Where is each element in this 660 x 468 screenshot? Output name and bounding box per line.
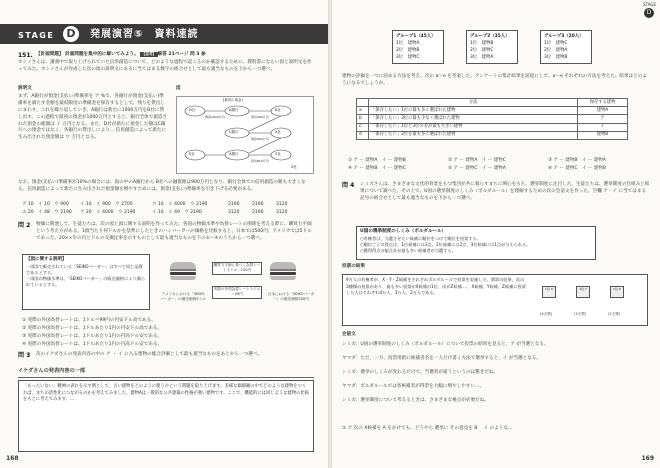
group-3-row-1: 1位 建物C <box>544 41 568 47</box>
talk-line: シミズ：選挙のしくみが変わるだけで、当選者が違うというのは驚きだね。 <box>342 370 499 375</box>
q151-heading-text: 【計画問題】 計画問題を集中的に解いてみよう。 <box>36 52 141 57</box>
right-option-1[interactable]: ① ア ー 建物A イ ー 建物B <box>348 158 406 163</box>
talk-line: ヤマダ：ただ、一方、投票用紙に候補者名を一人だけ書く方法で選挙すると、イ が当選となる。 <box>342 356 541 361</box>
right-option-5[interactable]: ⑤ ア ー 建物C イ ー 建物A <box>448 166 506 171</box>
diagram-money-label: 貸出900万円 <box>251 115 269 119</box>
q2-answer-4[interactable]: ④ 実際の外国為替レートは、1ドルあたり1円の円高ドル安である。 <box>22 342 163 347</box>
burger-ppp-rate: 購買力平価に基づく為替レート 1ドル＝100円 <box>212 262 262 275</box>
result-title: 投票の結果 <box>342 264 365 269</box>
right-option-3[interactable]: ③ ア ー 建物B イ ー 建物A <box>548 158 606 163</box>
methods-header-cell <box>357 99 369 107</box>
table-row <box>357 123 628 131</box>
q151-option-3[interactable]: ウ 10 イ 4000 ウ 2190 <box>152 202 208 207</box>
group-2-row-3: 3位 建物A <box>470 55 494 61</box>
group-3-row-3: 3位 建物B <box>544 55 568 61</box>
diagram-money-label: 貸出810万円 <box>251 159 269 163</box>
q151-option-val-6: 3120 <box>276 210 288 215</box>
methods-header-cell: 保存する建物 <box>578 99 628 107</box>
right-intro: 建物の評価を一つに決める方法を考え、次の a〜e を考案した。アンケートの集計結果を前提にして、a〜e それぞれの方法を考えた。結果はどのようになるでしょうか。 <box>342 74 647 86</box>
borda-box-title: U国の選挙制度のしくみ（ボルダルール） <box>360 229 447 234</box>
chapter-tab-circle: D <box>644 8 654 18</box>
methods-cell: ア <box>578 115 628 123</box>
q2-explanation-box <box>22 254 150 310</box>
methods-table <box>356 98 628 140</box>
diagram-node-label: D社 <box>189 108 196 112</box>
ballot-box-rank: 1位 Y <box>579 287 587 291</box>
methods-cell: 「保存したい」3位に最も少なく選ばれた建物 <box>369 115 578 123</box>
group-1-row-3: 3位 建物C <box>396 55 420 61</box>
ballot-box-rank: 1位 X <box>545 287 553 291</box>
q151-option-5[interactable]: ア 20 イ 4000 ウ 2190 <box>80 210 136 215</box>
setsumei-label: 説明文 <box>18 86 32 91</box>
group-3-row-2: 2位 建物A <box>544 48 568 54</box>
q151-option-val-5: 2190 <box>252 210 264 215</box>
group-2-row-1: 1位 建物B <box>470 41 494 47</box>
diagram-node-label: A銀行 <box>229 108 239 112</box>
diagram-node-label: C銀行 <box>229 130 239 134</box>
q151-intro-text-2: に当てはまる数字の組合せとして最も適当なものを下から一つ選べ。 <box>132 66 276 72</box>
right-option-4[interactable]: ④ ア ー 建物B イ ー 建物C <box>348 166 406 171</box>
burger-actual-rate: 実際の外国為替レート 1ドル＝99円 <box>212 286 262 299</box>
burger-right-caption: 日本における「SEIKOバーガー」の販売価格500円 <box>267 292 315 302</box>
borda-rule-box <box>356 226 596 260</box>
q2-box-line-1: ・両国で販売されている「SEIKOバーガー」はすべて同じ品質であるとする。 <box>26 263 143 275</box>
diagram-node-label: B社 <box>275 108 282 112</box>
ballot-box-icon <box>610 286 624 298</box>
q2-box-title: 【図に関する説明】 <box>26 257 67 262</box>
q151-intro-text: ホシノさんは、講義中で取り上げられていた信用創造について、どのような過程で起こるのか確認するために、教科書にならい図と説明文を作ってみた。ホシノさんが作成した次の図の説明文にある <box>18 60 312 72</box>
diagram-node-label: E社 <box>189 152 195 156</box>
group-3-card <box>540 30 592 64</box>
stage-word: STAGE <box>18 31 55 40</box>
diagram-node-label: Z社 <box>291 165 298 169</box>
result-box <box>342 274 648 326</box>
q2-answer-1[interactable]: ① 実際の外国為替レートは、1ドル＝99円の円安ドル高である。 <box>22 318 156 323</box>
q4-text: シミズさんは、さまざまな文化的背景をもつ集団が共に暮らすまちに関心をもち、選挙制度に注目した。生徒たちは、選挙制度の仕組みと結果について調べた。その上で、U国の選挙制度のしくみ（ボルダルール）を理解するための次の会話文を作った。空欄 ア・イ に当てはまる記号の組合せとして最も適当なものを下から一つ選べ。 <box>360 182 650 201</box>
q151-option-6[interactable]: イ 10 イ 49 ウ 2190 <box>152 210 202 215</box>
group-3-title: グループ3（20人） <box>544 34 584 39</box>
q3-text: 次のイケダさんの発表内容の中の ア ・ イ に入る建物の総合評価として最も適当なものをあとから一つ選べ。 <box>36 352 263 357</box>
left-page <box>0 0 328 468</box>
stage-letter-badge: D <box>63 26 79 42</box>
stage-title: 発展演習⑤ 資料速読 <box>90 29 199 40</box>
diagram-node-label: Y社 <box>275 152 281 156</box>
methods-cell: c <box>357 123 369 131</box>
methods-cell: d <box>357 131 369 139</box>
diagram-arrows <box>177 97 315 175</box>
methods-header-cell: 方法 <box>369 99 578 107</box>
borda-box-line-1: ○有権者は、当選させたい候補に順位をつけて順位を投票する。 <box>360 235 481 241</box>
methods-cell: 「保存したい」1位に最も多く選ばれた建物 <box>369 107 578 115</box>
credit-creation-diagram <box>176 96 314 174</box>
diagram-node-e <box>185 150 205 160</box>
burger-usa-icon <box>170 262 196 280</box>
methods-cell: 「保存したい」2位を最も多く選ばれた建物 <box>369 131 578 139</box>
group-2-title: グループ2（35人） <box>470 34 510 39</box>
q151-heading-tag: 【思考】 <box>141 52 157 56</box>
q2-answer-2[interactable]: ② 実際の外国為替レートは、1ドルあたり1円の円安ドル高である。 <box>22 326 163 331</box>
diagram-node-label: A銀行 <box>229 152 239 156</box>
right-option-2[interactable]: ② ア ー 建物A イ ー 建物C <box>448 158 506 163</box>
group-1-row-1: 1位 建物A <box>396 41 420 47</box>
page-number-left: 168 <box>6 455 19 463</box>
talk-line: シミズ：U国の選挙制度のしくみ（ボルダルール）について投票の結果を見ると、ア が当選となる。 <box>342 342 549 347</box>
methods-table-header <box>357 99 628 107</box>
ballot-box-rank: 1位 Z <box>613 287 621 291</box>
table-row <box>357 107 628 115</box>
result-text: 9万人の有権者が、X・Y・Z候補をそれぞれボルダルールで投票を実施した。開票の結果、次の3種類の投票があり、最も多い投票がX候補の1位、次がZ候補…。 X候補、Y候補、Z候補に投票した人はそれぞれ4万人、3万人、2万人である。 <box>346 277 526 296</box>
group-1-card <box>392 30 444 64</box>
borda-box-line-3: ○獲得得点の総合計が最も多い候補者が当選する。 <box>360 247 456 253</box>
group-1-title: グループ1（45人） <box>396 34 436 39</box>
methods-cell: 「保存したい」1位と3位の差が最も大きい建物 <box>369 123 578 131</box>
ballot-box-icon <box>542 286 556 298</box>
ballot-count: (2万票) <box>608 312 621 316</box>
q3-sub-title: イケダさんの発表内容の一部 <box>18 368 86 374</box>
table-row <box>357 115 628 123</box>
q2-number: 問 2 <box>18 222 31 229</box>
group-2-card <box>466 30 518 64</box>
methods-cell: 建物B <box>578 131 628 139</box>
methods-cell: イ <box>578 123 628 131</box>
q151-option-4[interactable]: エ 20 イ 48 ウ 2190 <box>22 210 72 215</box>
talk-line: シミズ：選挙制度について考えるときは、さまざまな視点が必要だね。 <box>342 398 489 403</box>
diagram-money-label: 預金1000万円 <box>205 115 225 119</box>
burger-left-caption: アメリカにおける「SEIKOバーガー」の販売価格5ドル <box>160 292 206 302</box>
talk-title: 会話文 <box>342 332 356 337</box>
q151-option-val-3: 3120 <box>276 202 288 207</box>
methods-cell: a <box>357 107 369 115</box>
borda-box-line-2: ○順位ごとの得点は、1位候補には3点、2位候補には2点、3位候補には1点が与えられる。 <box>360 241 531 247</box>
group-2-row-2: 2位 建物C <box>470 48 494 54</box>
q2-text: 物価に関連して、生徒たちは、次の図と図に関する説明を作ってみた。各国の物価水準や為替レートの関係を考える際に、購買力平価という考え方がある。1個当たり何ドルかを基準にしたときのハンバーガーの価格を比較すると、日本では500円、アメリカでは5ドルであった。20××年の円とドルの交換比率を示すものとして最も適当なものを下の①〜④のうちから一つ選べ。 <box>36 222 312 241</box>
right-page <box>332 0 660 468</box>
diagram-node-label: X社 <box>275 130 282 134</box>
q3-sub-box <box>18 380 314 452</box>
stage-header <box>0 24 328 44</box>
diagram-node-y <box>271 150 291 160</box>
q151-option-2[interactable]: イ 10 イ 900 ウ 2700 <box>80 202 133 207</box>
diagram-money-label: 預金900万円 <box>251 137 269 141</box>
methods-cell: b <box>357 115 369 123</box>
zu-label: 図 <box>176 86 181 91</box>
q151-option-val-2: 2190 <box>252 202 264 207</box>
page-number-right: 169 <box>641 455 654 463</box>
q151-body: まず、A銀行が預金(支払い)準備率を ア %で、各銀行が預金(支払い)準備率を満たす金額を最低限度の準備金を保有するとして、残りを貸出しにまわす。これを繰り返していき、A銀行は新たに1000万円をB社に貸し出す。この過程で最初の預金が1000万円とすると、銀行全体で創造された預金の総額は イ 万円となる。また、D社が新たに預金した額はC銀行への預金ではなく、各銀行の貸出しにより... 信用創造によって新たに生み出された預金額は ウ 万円となる。 <box>18 94 168 141</box>
q3-number: 問 3 <box>18 352 31 359</box>
methods-cell: 建物A <box>578 107 628 115</box>
q151-option-val-4: 3120 <box>228 210 240 215</box>
q2-box-line-2: ・両国の物価水準は、「SEIKOバーガー」の販売価格により測られているとする。 <box>26 275 146 287</box>
q151-body-2: なお、預金(支払い)準備率が10%の場合には、図の中のA銀行から B社への融資額は900万円となり、銀行全体での信用創造の額も大きくなる。信用創造によって新たに生み出された預金額を増やすためには、預金(支払い)準備率を引き下げる必要がある。 <box>18 180 306 192</box>
burger-japan-icon <box>270 262 296 280</box>
group-1-row-2: 2位 建物B <box>396 48 420 54</box>
table-row <box>357 131 628 139</box>
q3-divider <box>18 377 314 378</box>
q2-answer-3[interactable]: ③ 実際の外国為替レートは、1ドルあたり1円の円高ドル安である。 <box>22 334 163 339</box>
talk-line: ヤマダ：ボルダルールでは各候補者が得票を大幅に増やしやすい…。 <box>342 384 485 389</box>
q151-option-1[interactable]: ア 10 イ 10 ウ 900 <box>22 202 69 207</box>
right-option-6[interactable]: ⑥ ア ー 建物C イ ー 建物B <box>548 166 606 171</box>
q151-intro <box>18 60 314 74</box>
diagram-top-label: [最初の預金] <box>223 98 243 102</box>
q151-number: 151. <box>18 52 33 59</box>
q151-option-val-1: 2190 <box>228 202 240 207</box>
q3-sub-text: 「もったいない」精神の表れを示す例として、古い建物をどのように使うかという問題を取り上げます。多様な価値観の中でどのような建物をつくれば、まちの活性化につながるのかを考えてみました。建物Aは一般的な公共建築の性格が強い建物です。ここで、機能的には同じような建物の比較をもとに考えてみます。… <box>23 384 310 403</box>
chapter-tab-label: STAGE <box>643 2 656 7</box>
q151-heading <box>36 52 316 59</box>
ballot-count: (4万票) <box>540 312 553 316</box>
q4-footer-options: ① ア 次の X候補を A をかけても、どうやら 選挙に その意見を B イ のような… <box>342 426 513 431</box>
ballot-box-icon <box>576 286 590 298</box>
ballot-count: (3万票) <box>574 312 587 316</box>
q151-heading-ref: 解答 21ページ 問 3 参 <box>157 52 206 57</box>
q4-number: 問 4 <box>342 182 355 189</box>
